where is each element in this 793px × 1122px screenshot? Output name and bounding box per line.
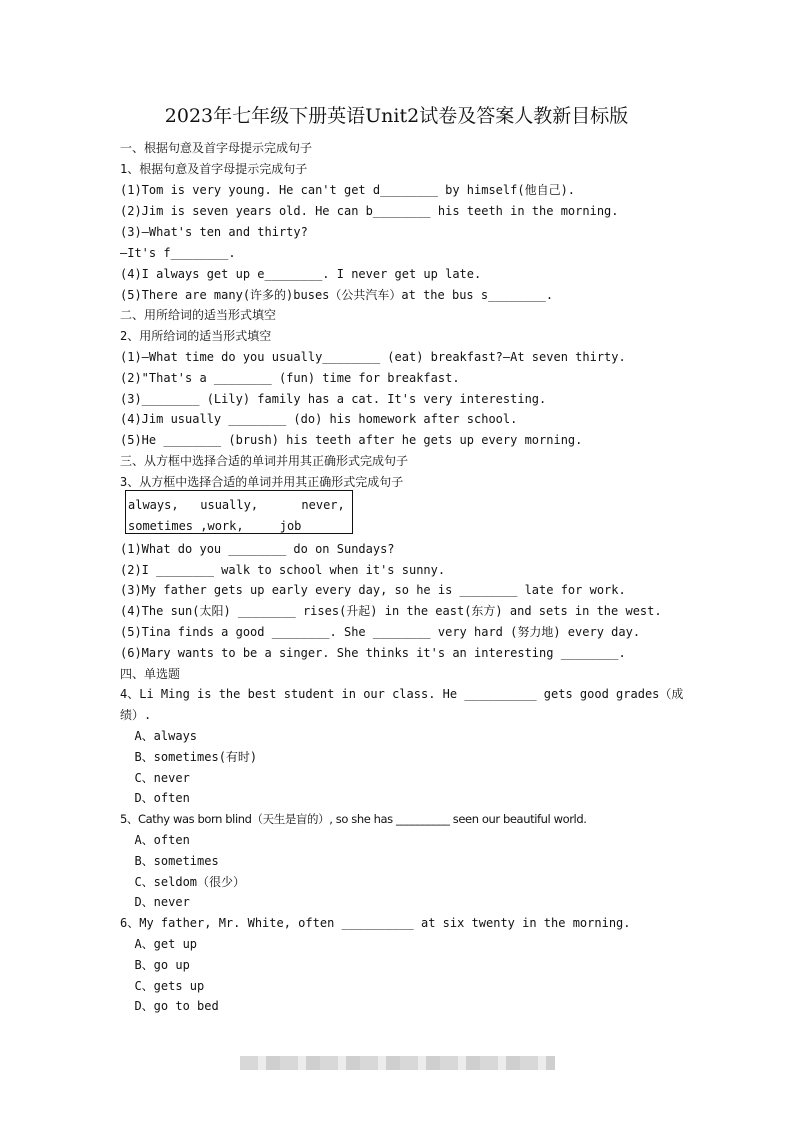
- question-line: (6)Mary wants to be a singer. She thinks it's an interesting ________.: [120, 646, 626, 660]
- question-line: (4)Jim usually ________ (do) his homework after school.: [120, 412, 518, 426]
- answer-option: C、gets up: [120, 979, 205, 993]
- blurred-footer-watermark: [240, 1056, 555, 1070]
- question-line: (5)He ________ (brush) his teeth after he gets up every morning.: [120, 433, 583, 447]
- answer-option: B、sometimes: [120, 854, 219, 868]
- page-title: 2023年七年级下册英语Unit2试卷及答案人教新目标版: [164, 105, 629, 127]
- word-box: [125, 490, 353, 534]
- answer-option: B、sometimes(有时): [120, 750, 258, 764]
- question-line: (1)What do you ________ do on Sundays?: [120, 542, 395, 556]
- word-box-row: always, usually, never,: [128, 498, 345, 512]
- answer-option: A、often: [120, 833, 190, 847]
- question-line: (5)Tina finds a good ________. She ________ very hard (努力地) every day.: [120, 625, 641, 639]
- answer-option: D、never: [120, 895, 190, 909]
- question-line: (3)My father gets up early every day, so he is ________ late for work.: [120, 583, 626, 597]
- question-line: (2)I ________ walk to school when it's sunny.: [120, 563, 446, 577]
- section-heading: 一、根据句意及首字母提示完成句子: [120, 141, 313, 155]
- question-heading: 3、从方框中选择合适的单词并用其正确形式完成句子: [120, 475, 404, 489]
- answer-option: A、get up: [120, 937, 198, 951]
- question-line: (3)—What's ten and thirty?: [120, 225, 308, 239]
- answer-option: B、go up: [120, 958, 190, 972]
- word-box-row: sometimes ,work, job: [128, 519, 302, 533]
- section-heading: 三、从方框中选择合适的单词并用其正确形式完成句子: [120, 454, 409, 468]
- question-line: 5、Cathy was born blind（天生是盲的）, so she has __________ seen our beautiful world.: [120, 812, 587, 826]
- question-line: 绩）.: [120, 708, 152, 722]
- question-line: (2)"That's a ________ (fun) time for breakfast.: [120, 371, 460, 385]
- answer-option: C、seldom（很少）: [120, 875, 246, 889]
- section-heading: 四、单选题: [120, 667, 181, 681]
- answer-option: D、go to bed: [120, 999, 219, 1013]
- answer-option: D、often: [120, 791, 190, 805]
- answer-option: C、never: [120, 771, 190, 785]
- question-heading: 1、根据句意及首字母提示完成句子: [120, 162, 308, 176]
- question-heading: 2、用所给词的适当形式填空: [120, 329, 272, 343]
- question-line: (5)There are many(许多的)buses（公共汽车）at the bus s________.: [120, 288, 554, 302]
- question-line: (2)Jim is seven years old. He can b________ his teeth in the morning.: [120, 204, 619, 218]
- section-heading: 二、用所给词的适当形式填空: [120, 308, 277, 322]
- question-line: (4)The sun(太阳) ________ rises(升起) in the east(东方) and sets in the west.: [120, 604, 662, 618]
- question-line: (1)Tom is very young. He can't get d________ by himself(他自己).: [120, 183, 576, 197]
- question-line: 4、Li Ming is the best student in our class. He __________ gets good grades（成: [120, 687, 684, 701]
- question-line: (4)I always get up e________. I never get up late.: [120, 267, 482, 281]
- question-line: (3)________ (Lily) family has a cat. It's very interesting.: [120, 392, 547, 406]
- answer-option: A、always: [120, 729, 198, 743]
- question-line: —It's f________.: [120, 246, 236, 260]
- question-line: (1)—What time do you usually________ (eat) breakfast?—At seven thirty.: [120, 350, 626, 364]
- question-line: 6、My father, Mr. White, often __________ at six twenty in the morning.: [120, 916, 631, 930]
